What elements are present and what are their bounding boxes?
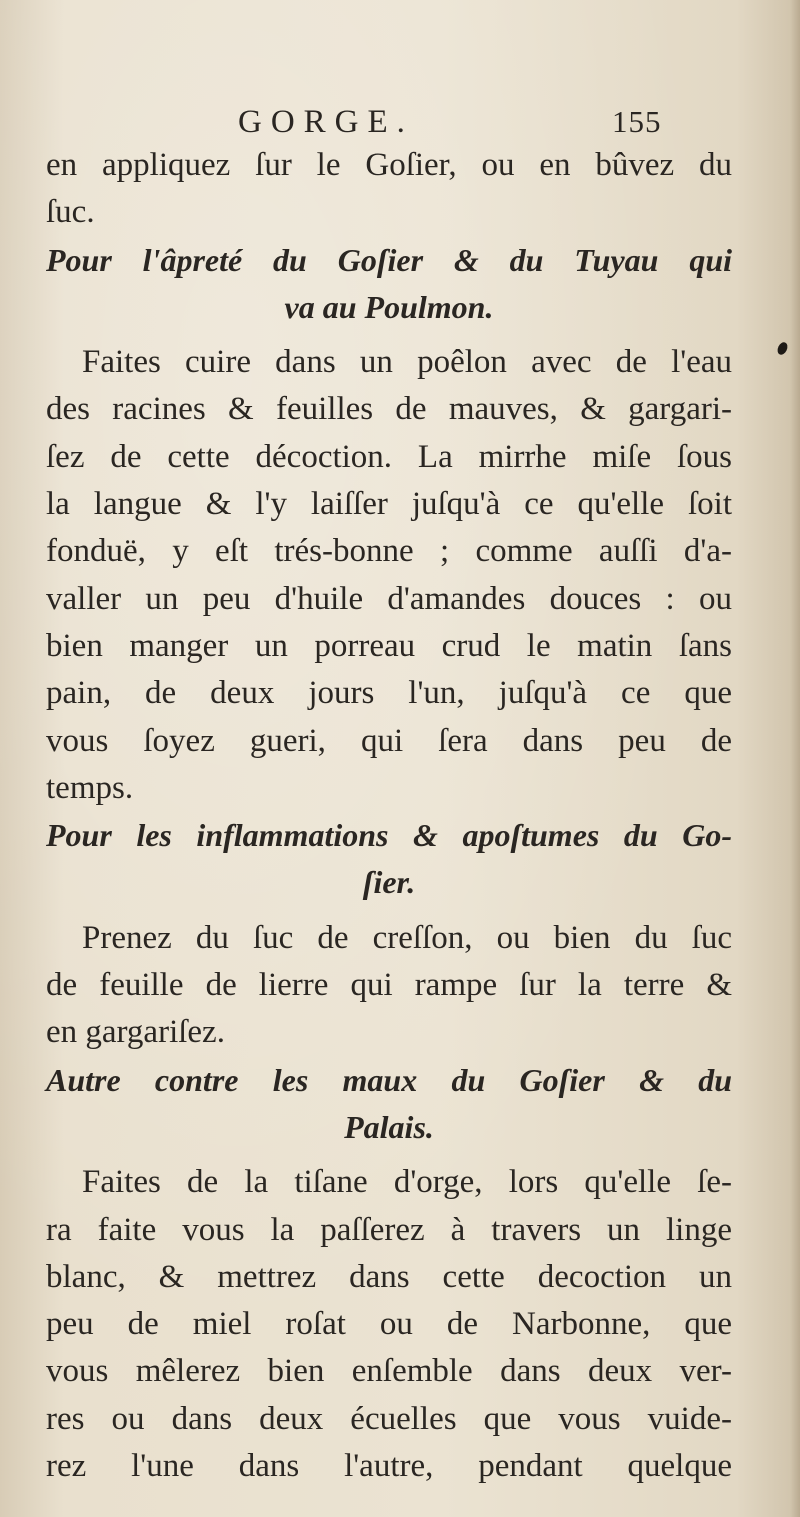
section-heading: Palais. (344, 1108, 434, 1145)
section-heading: Pour les inflammations & apoſtumes du Go- (46, 817, 732, 854)
running-title: GORGE. (238, 104, 414, 140)
text-line: en appliquez ſur le Goſier, ou en bûvez du (46, 147, 732, 183)
section-inflammations (46, 812, 732, 1056)
text-line: en gargariſez. (46, 1014, 225, 1051)
ink-blot (776, 341, 790, 357)
section-throat-palate (46, 1057, 732, 1491)
text-line: temps. (46, 769, 134, 806)
section-heading: Pour l'âpreté du Goſier & du Tuyau qui (46, 241, 732, 278)
section-heading: Autre contre les maux du Goſier & du (46, 1061, 732, 1098)
section-heading: ſier. (362, 864, 416, 901)
text-line: vous ſoyez gueri, qui ſera dans peu de (46, 722, 732, 759)
text-line: fonduë, y eſt trés-bonne ; comme auſſi d'a- (46, 533, 732, 570)
text-line: res ou dans deux écuelles que vous vuide- (46, 1400, 732, 1437)
page-header (0, 104, 800, 144)
text-line: la langue & l'y laiſſer juſqu'à ce qu'elle ſoit (46, 486, 732, 523)
text-line: Faites cuire dans un poêlon avec de l'eau (82, 344, 732, 381)
text-line: des racines & feuilles de mauves, & gargari- (46, 391, 732, 428)
text-line: Prenez du ſuc de creſſon, ou bien du ſuc (82, 919, 732, 956)
text-line: pain, de deux jours l'un, juſqu'à ce que (46, 675, 732, 712)
page-text (46, 142, 732, 1490)
text-line: ſez de cette décoction. La mirrhe miſe ſous (46, 438, 732, 475)
text-line: vous mêlerez bien enſemble dans deux ver- (46, 1353, 732, 1390)
section-roughness-throat (46, 237, 732, 813)
text-line: blanc, & mettrez dans cette decoction un (46, 1258, 732, 1295)
text-line: valler un peu d'huile d'amandes douces : ou (46, 580, 732, 617)
text-line: peu de miel roſat ou de Narbonne, que (46, 1306, 732, 1343)
text-line: rez l'une dans l'autre, pendant quelque (46, 1448, 732, 1485)
text-line: de feuille de lierre qui rampe ſur la terre & (46, 967, 732, 1004)
text-line: ra faite vous la paſſerez à travers un linge (46, 1211, 732, 1248)
text-line: Faites de la tiſane d'orge, lors qu'elle ſe- (82, 1164, 732, 1201)
page-number: 155 (612, 104, 662, 139)
section-heading: va au Poulmon. (284, 288, 494, 325)
page-edge-shadow (790, 0, 800, 1517)
text-line: bien manger un porreau crud le matin ſans (46, 627, 732, 664)
text-line: ſuc. (46, 194, 95, 231)
